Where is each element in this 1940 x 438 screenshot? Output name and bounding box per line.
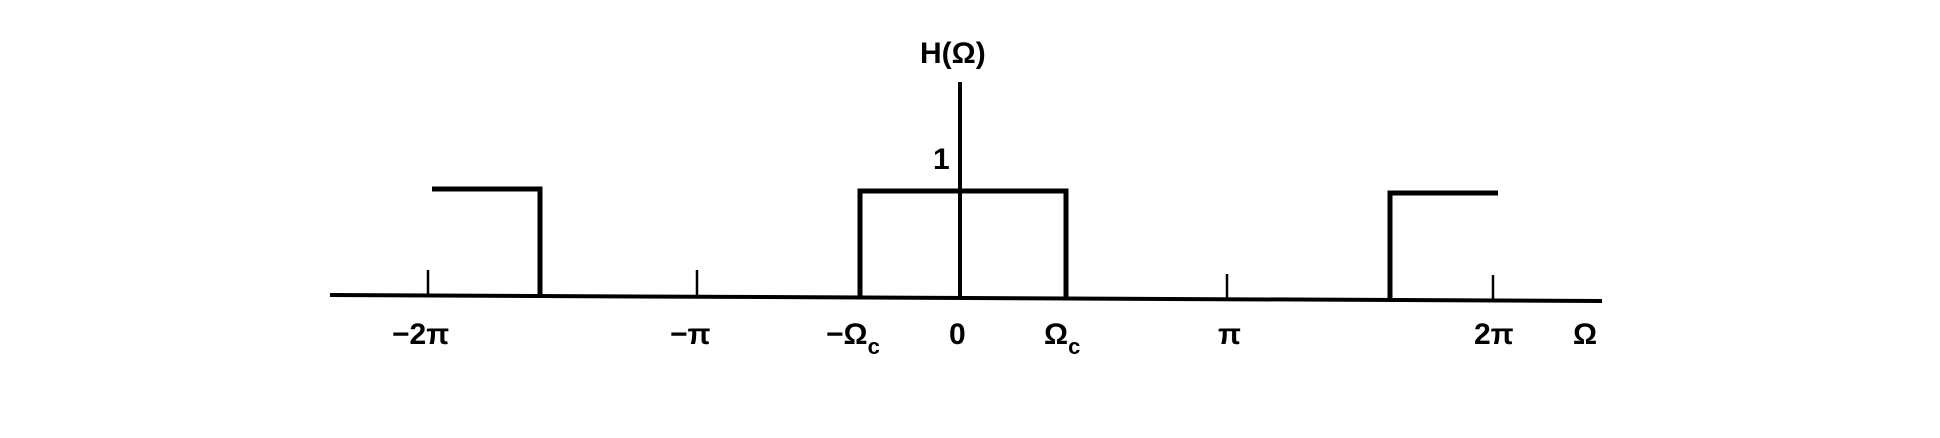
tick-label-minus-pi: −π <box>670 318 711 351</box>
omega-axis <box>330 295 1602 301</box>
tick-label-zero: 0 <box>949 318 966 351</box>
tick-label-omega-c: $\Omega_c$ <box>1044 318 1081 359</box>
passband-replica-left <box>432 189 540 297</box>
unity-level-label: 1 <box>933 143 950 176</box>
x-axis-label: Ω <box>1573 318 1598 351</box>
passband-center <box>860 191 1066 299</box>
tick-label-minus-2pi: −2π <box>392 318 450 351</box>
tick-label-2pi: 2π <box>1474 318 1514 351</box>
passband-replica-right <box>1390 193 1498 301</box>
y-axis-label: H(Ω) <box>920 37 986 70</box>
tick-label-pi: π <box>1218 318 1241 351</box>
tick-label-minus-omega-c: $-\Omega_c$ <box>826 318 880 359</box>
